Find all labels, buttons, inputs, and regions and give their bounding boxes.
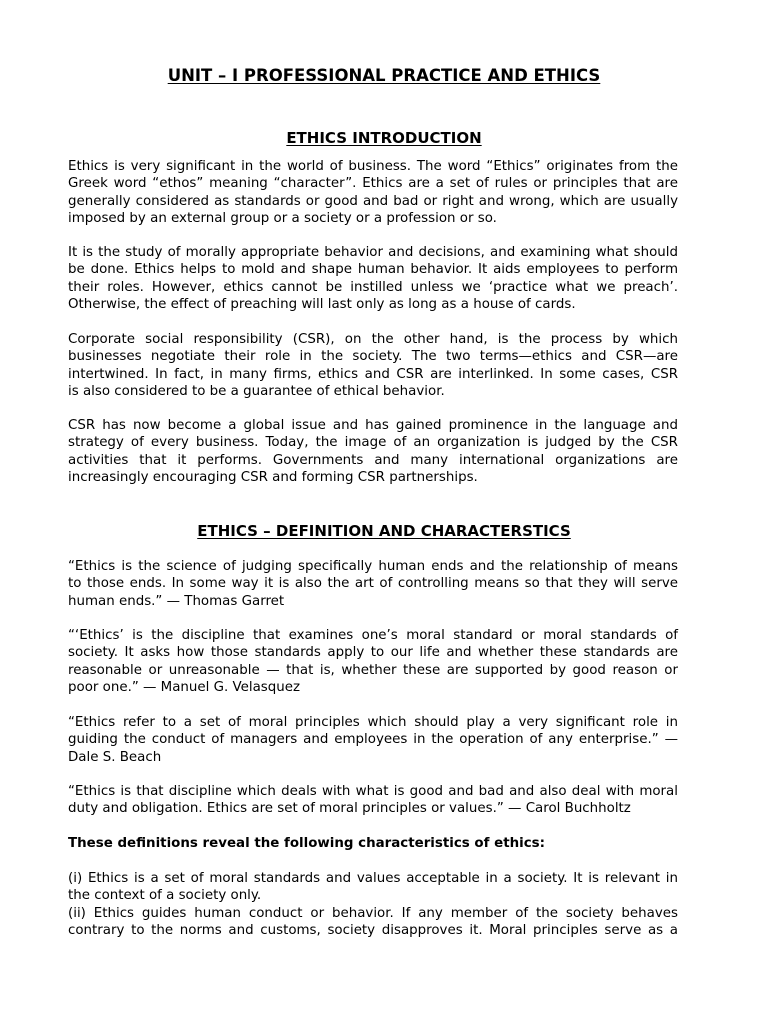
- section-heading-ethics-introduction: ETHICS INTRODUCTION: [286, 129, 482, 147]
- text-line: Greek word “ethos” meaning “character”. Ethics are a set of rules or principles that are: [68, 176, 678, 192]
- definition-dale-beach: [68, 714, 678, 766]
- text-line: strategy of every business. Today, the image of an organization is judged by the CSR: [68, 435, 678, 451]
- intro-paragraph-1: [68, 158, 678, 228]
- text-line: (i) Ethics is a set of moral standards and values acceptable in a society. It is relevant in: [68, 871, 678, 886]
- text-line: It is the study of morally appropriate behavior and decisions, and examining what should: [68, 245, 678, 260]
- intro-paragraph-3: [68, 331, 678, 401]
- text-line: intertwined. In fact, in many firms, ethics and CSR are interlinked. In some cases, CSR: [68, 366, 678, 382]
- text-line: (ii) Ethics guides human conduct or behavior. If any member of the society behaves: [68, 905, 678, 921]
- characteristics-list: [68, 870, 678, 940]
- text-line: duty and obligation. Ethics are set of moral principles or values.” — Carol Buchholtz: [68, 801, 631, 817]
- text-line: “‘Ethics’ is the discipline that examines one’s moral standard or moral standards of: [68, 628, 678, 643]
- text-line: Dale S. Beach: [68, 749, 162, 765]
- text-line: businesses negotiate their role in the society. The two terms—ethics and CSR—are: [68, 349, 678, 365]
- text-line: is also considered to be a guarantee of ethical behavior.: [68, 384, 445, 400]
- text-line: reasonable or unreasonable — that is, whether these are supported by good reason or: [68, 662, 678, 678]
- intro-paragraph-2: [68, 244, 678, 314]
- text-line: “Ethics refer to a set of moral principles which should play a very significant role in: [68, 715, 678, 730]
- text-line: Ethics is very significant in the world of business. The word “Ethics” originates from the: [68, 159, 678, 174]
- text-line: human ends.” — Thomas Garret: [68, 593, 285, 609]
- text-line: “Ethics is that discipline which deals with what is good and bad and also deal with moral: [68, 784, 678, 799]
- text-line: imposed by an external group or a society or a profession or so.: [68, 211, 497, 227]
- text-line: CSR has now become a global issue and has gained prominence in the language and: [68, 418, 678, 433]
- definition-thomas-garret: [68, 558, 678, 610]
- definition-manuel-velasquez: [68, 627, 678, 697]
- text-line: Corporate social responsibility (CSR), on the other hand, is the process by which: [68, 332, 678, 347]
- text-line: their roles. However, ethics cannot be instilled unless we ‘practice what we preach’.: [68, 279, 678, 295]
- text-line: Otherwise, the effect of preaching will last only as long as a house of cards.: [68, 297, 576, 313]
- text-line: the context of a society only.: [68, 888, 262, 904]
- text-line: society. It asks how those standards apply to our life and whether these standards are: [68, 645, 678, 661]
- text-line: generally considered as standards or good and bad or right and wrong, which are usually: [68, 193, 678, 209]
- characteristics-intro: These definitions reveal the following characteristics of ethics:: [68, 836, 545, 851]
- text-line: guiding the conduct of managers and employees in the operation of any enterprise.” —: [68, 732, 678, 748]
- unit-title: UNIT – I PROFESSIONAL PRACTICE AND ETHICS: [167, 66, 601, 85]
- text-line: poor one.” — Manuel G. Velasquez: [68, 680, 301, 696]
- definition-carol-buchholtz: [68, 783, 678, 818]
- text-line: activities that it performs. Governments and many international organizations are: [68, 452, 678, 468]
- text-line: “Ethics is the science of judging specifically human ends and the relationship of means: [68, 559, 678, 574]
- intro-paragraph-4: [68, 417, 678, 487]
- text-line: contrary to the norms and customs, society disapproves it. Moral principles serve as a: [68, 923, 678, 939]
- text-line: to those ends. In some way it is also the art of controlling means so that they will serve: [68, 576, 678, 592]
- section-heading-definition-characteristics: ETHICS – DEFINITION AND CHARACTERSTICS: [197, 522, 571, 540]
- text-line: be done. Ethics helps to mold and shape human behavior. It aids employees to perform: [68, 262, 678, 278]
- text-line: increasingly encouraging CSR and forming CSR partnerships.: [68, 470, 478, 486]
